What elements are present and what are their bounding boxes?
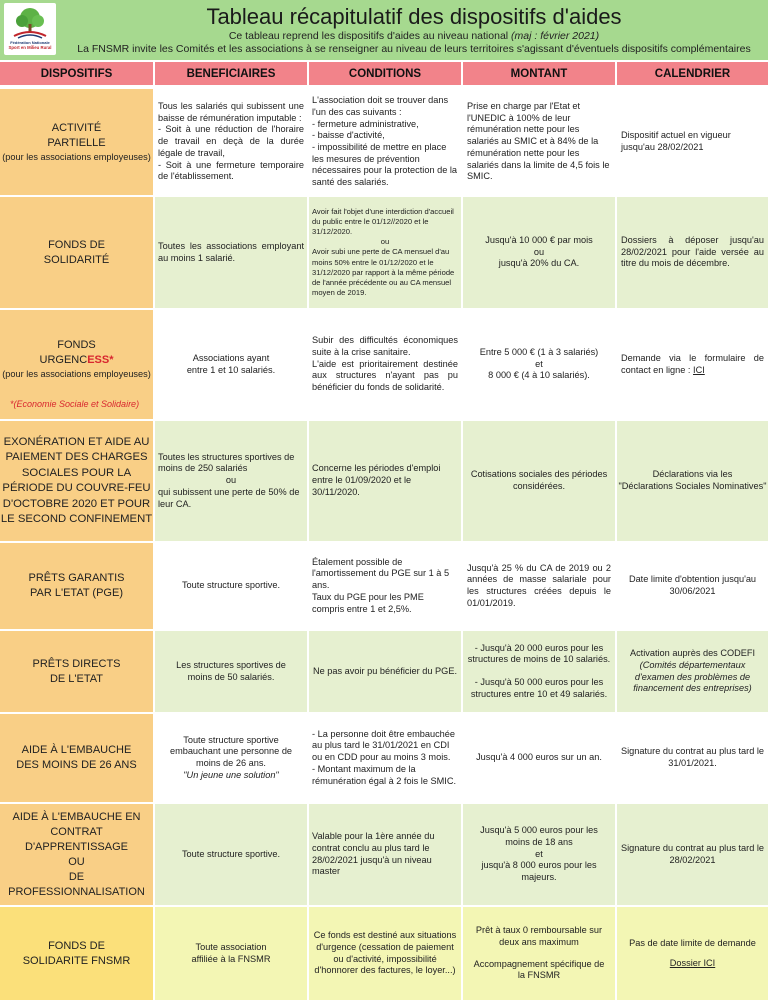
table-row-fonds-urgence-conditions: [309, 310, 461, 419]
subtitle-date: (maj : février 2021): [511, 30, 600, 42]
dispositif-ess: ESS*: [87, 354, 114, 366]
table-row-activite-partielle-beneficiaires: [155, 89, 307, 195]
table-row-fonds-solidarite-beneficiaires: [155, 197, 307, 308]
conditions-text-b: Avoir subi une perte de CA mensuel d'au moins 50% entre le 01/12/2020 et le 31/12/2020 par rapport à la même période de l'année précédente ou au CA mensuel moyen de 2019.: [312, 247, 455, 298]
tree-logo-icon: [10, 6, 50, 40]
table-row-pge-montant: [463, 543, 615, 629]
dispositif-title: PRÊTS GARANTIS PAR L'ETAT (PGE): [28, 572, 125, 599]
page-subtitle: [60, 30, 768, 42]
dossier-link[interactable]: Dossier ICI: [669, 957, 716, 968]
beneficiaires-text: Toute structure sportive.: [181, 848, 281, 859]
beneficiaires-text-a: Toutes les structures sportives de moins de 250 salariés: [158, 451, 295, 474]
conditions-text: Étalement possible de l'amortissement du PGE sur 1 à 5 ans. Taux du PGE pour les PME compris entre 1 et 2,5%.: [312, 556, 450, 614]
table-row-fonds-fnsmr-beneficiaires: [155, 907, 307, 1000]
dispositif-title: ACTIVITÉ PARTIELLE: [47, 122, 106, 149]
conditions-text: Subir des difficultés économiques suite à la crise sanitaire. L'aide est prioritairement destinée aux structures n'ayant pas pu bénéficier du fonds de solidarité.: [312, 335, 458, 393]
contact-form-link[interactable]: ICI: [693, 364, 705, 375]
beneficiaires-or: ou: [225, 475, 237, 486]
table-row-embauche-jeunes-montant: [463, 714, 615, 802]
table-row-fonds-urgence-montant: [463, 310, 615, 419]
montant-text-b: Accompagnement spécifique de la FNSMR: [473, 958, 605, 981]
dispositif-title: [0, 338, 153, 368]
subtitle-text: Ce tableau reprend les dispositifs d'aides au niveau national: [228, 30, 512, 42]
dispositif-title: FONDS DE SOLIDARITÉ: [43, 238, 110, 266]
montant-text: Jusqu'à 5 000 euros pour les moins de 18 ans et jusqu'à 8 000 euros pour les majeurs.: [480, 825, 598, 883]
montant-text-b: - Jusqu'à 50 000 euros pour les structures entre 10 et 49 salariés.: [470, 677, 608, 699]
montant-text-a: - Jusqu'à 20 000 euros pour les structures de moins de 10 salariés.: [467, 642, 611, 665]
dispositif-note: (pour les associations employeuses): [2, 369, 151, 379]
dispositif-title: AIDE À L'EMBAUCHE DES MOINS DE 26 ANS: [16, 744, 137, 771]
conditions-text: L'association doit se trouver dans l'un des cas suivants : - fermeture administrative, - baisse d'activité, - impossibilité de mettre en place les mesures de prévention nécessaires pour la protection de la santé des salariés.: [312, 95, 458, 188]
table-row-apprentissage-beneficiaires: [155, 804, 307, 905]
beneficiaires-text: Associations ayant entre 1 et 10 salariés.: [186, 352, 276, 375]
column-header-dispositifs: DISPOSITIFS: [0, 62, 153, 85]
beneficiaires-text: Toute structure sportive.: [181, 580, 281, 591]
table-row-embauche-jeunes-conditions: [309, 714, 461, 802]
table-row-fonds-solidarite-montant: [463, 197, 615, 308]
dispositif-title-a: FONDS URGENC: [39, 339, 96, 366]
table-row-activite-partielle-dispositif: [0, 89, 153, 195]
dispositif-title: EXONÉRATION ET AIDE AU PAIEMENT DES CHARGES SOCIALES POUR LA PÉRIODE DU COUVRE-FEU D'OCTOBRE 2020 ET POUR LE SECOND CONFINEMENT: [0, 435, 153, 525]
beneficiaires-quote: "Un jeune une solution": [183, 769, 279, 780]
calendrier-text: Demande via le formulaire de contact en ligne :: [621, 352, 764, 375]
montant-text: Jusqu'à 4 000 euros sur un an.: [476, 752, 602, 763]
table-row-exoneration-conditions: [309, 421, 461, 541]
montant-text: Entre 5 000 € (1 à 3 salariés) et 8 000 € (4 à 10 salariés).: [479, 346, 599, 381]
dispositif-title: PRÊTS DIRECTS DE L'ETAT: [32, 657, 121, 685]
calendrier-text: Activation auprès des CODEFI: [629, 648, 756, 659]
conditions-text: Ne pas avoir pu bénéficier du PGE.: [312, 665, 458, 676]
column-header-calendrier: CALENDRIER: [617, 62, 768, 85]
calendrier-note: (Comités départementaux d'examen des problèmes de financement des entreprises): [633, 659, 752, 694]
table-row-prets-directs-calendrier: [617, 631, 768, 712]
table-row-fonds-fnsmr-montant: [463, 907, 615, 1000]
table-row-apprentissage-dispositif: [0, 804, 153, 905]
column-header-montant: MONTANT: [463, 62, 615, 85]
conditions-text: Valable pour la 1ère année du contrat conclu au plus tard le 28/02/2021 jusqu'à un niveau master: [312, 831, 435, 877]
conditions-or: ou: [380, 237, 390, 247]
table-row-exoneration-montant: [463, 421, 615, 541]
ess-footnote: *(Economie Sociale et Solidaire): [10, 399, 140, 409]
montant-text-a: Prêt à taux 0 remboursable sur deux ans maximum: [475, 925, 603, 947]
calendrier-text: Déclarations via les "Déclarations Sociales Nominatives": [618, 469, 767, 491]
table-row-pge-calendrier: [617, 543, 768, 629]
beneficiaires-text: Tous les salariés qui subissent une baisse de rémunération imputable : - Soit à une réduction de l'horaire de travail en deçà de la durée légale de travail, - Soit à une fermeture temporaire de l'établissement.: [158, 101, 304, 182]
table-row-fonds-fnsmr-dispositif: [0, 907, 153, 1000]
montant-text: Cotisations sociales des périodes considérées.: [470, 469, 608, 491]
table-row-apprentissage-montant: [463, 804, 615, 905]
table-row-fonds-fnsmr-conditions: [309, 907, 461, 1000]
conditions-text: - La personne doit être embauchée au plus tard le 31/01/2021 en CDI ou en CDD pour au moins 3 mois. - Montant maximum de la rémunération égal à 2 fois le SMIC.: [312, 728, 457, 786]
dispositif-note: (pour les associations employeuses): [2, 152, 151, 162]
fnsmr-logo: [4, 3, 56, 55]
table-row-fonds-urgence-beneficiaires: [155, 310, 307, 419]
table-row-pge-beneficiaires: [155, 543, 307, 629]
dispositif-title: FONDS DE SOLIDARITE FNSMR: [22, 939, 131, 967]
table-row-prets-directs-dispositif: [0, 631, 153, 712]
column-header-conditions: CONDITIONS: [309, 62, 461, 85]
table-row-embauche-jeunes-beneficiaires: [155, 714, 307, 802]
montant-text: Prise en charge par l'Etat et l'UNEDIC à 100% de leur rémunération nette pour les salariés au SMIC et à 84% de la rémunération nette pour les salariés dans la limite de 4,5 fois le SMIC.: [467, 101, 610, 182]
table-row-fonds-urgence-calendrier: [617, 310, 768, 419]
beneficiaires-text: Les structures sportives de moins de 50 salariés.: [176, 659, 286, 682]
montant-text: Jusqu'à 25 % du CA de 2019 ou 2 années de masse salariale pour les structures créées depuis le 01/01/2019.: [467, 562, 611, 608]
table-row-apprentissage-conditions: [309, 804, 461, 905]
calendrier-text: Signature du contrat au plus tard le 31/01/2021.: [621, 746, 765, 768]
beneficiaires-text-b: qui subissent une perte de 50% de leur CA.: [158, 486, 300, 509]
table-row-prets-directs-montant: [463, 631, 615, 712]
page-header: [0, 0, 768, 60]
conditions-text: Ce fonds est destiné aux situations d'urgence (cessation de paiement ou d'activité, impossibilité d'honnorer des factures, le loyer...): [313, 930, 457, 976]
calendrier-text: Date limite d'obtention jusqu'au 30/06/2021: [628, 574, 757, 596]
table-row-exoneration-dispositif: [0, 421, 153, 541]
table-row-embauche-jeunes-calendrier: [617, 714, 768, 802]
table-row-activite-partielle-conditions: [309, 89, 461, 195]
table-row-fonds-solidarite-dispositif: [0, 197, 153, 308]
dispositif-title: AIDE À L'EMBAUCHE EN CONTRAT D'APPRENTISSAGE OU DE PROFESSIONNALISATION: [8, 810, 145, 898]
page-title: Tableau récapitulatif des dispositifs d'aides: [206, 4, 622, 29]
table-row-pge-conditions: [309, 543, 461, 629]
table-row-activite-partielle-calendrier: [617, 89, 768, 195]
logo-line-1: Fédération Nationale: [10, 40, 50, 45]
table-row-exoneration-beneficiaires: [155, 421, 307, 541]
calendrier-text: Pas de date limite de demande: [629, 937, 756, 948]
conditions-text-a: Avoir fait l'objet d'une interdiction d'accueil du public entre le 01/12//2020 et le 31/12/2020.: [312, 206, 454, 236]
table-row-prets-directs-conditions: [309, 631, 461, 712]
table-row-embauche-jeunes-dispositif: [0, 714, 153, 802]
table-row-prets-directs-beneficiaires: [155, 631, 307, 712]
table-row-fonds-solidarite-conditions: [309, 197, 461, 308]
table-row-fonds-solidarite-calendrier: [617, 197, 768, 308]
table-row-pge-dispositif: [0, 543, 153, 629]
beneficiaires-text: Toute association affiliée à la FNSMR: [191, 941, 271, 964]
montant-text: Jusqu'à 10 000 € par mois ou jusqu'à 20% du CA.: [485, 234, 593, 269]
beneficiaires-text: Toute structure sportive embauchant une personne de moins de 26 ans.: [169, 734, 293, 768]
table-row-activite-partielle-montant: [463, 89, 615, 195]
conditions-text: Concerne les périodes d'emploi entre le 01/09/2020 et le 30/11/2020.: [312, 463, 441, 497]
column-header-beneficiaires: BENEFICIAIRES: [155, 62, 307, 85]
logo-line-2: Sport en Milieu Rural: [8, 45, 52, 50]
table-row-exoneration-calendrier: [617, 421, 768, 541]
page-subtitle-2: La FNSMR invite les Comités et les associations à se renseigner au niveau de leurs territoires s'agissant d'éventuels dispositifs complémentaires: [77, 43, 751, 55]
table-row-apprentissage-calendrier: [617, 804, 768, 905]
calendrier-text: Dispositif actuel en vigueur jusqu'au 28/02/2021: [621, 130, 731, 152]
table-row-fonds-fnsmr-calendrier: [617, 907, 768, 1000]
calendrier-text: Signature du contrat au plus tard le 28/02/2021: [621, 842, 765, 865]
beneficiaires-text: Toutes les associations employant au moins 1 salarié.: [158, 240, 304, 263]
calendrier-text: Dossiers à déposer jusqu'au 28/02/2021 pour l'aide versée au titre du mois de décembre.: [621, 234, 764, 269]
